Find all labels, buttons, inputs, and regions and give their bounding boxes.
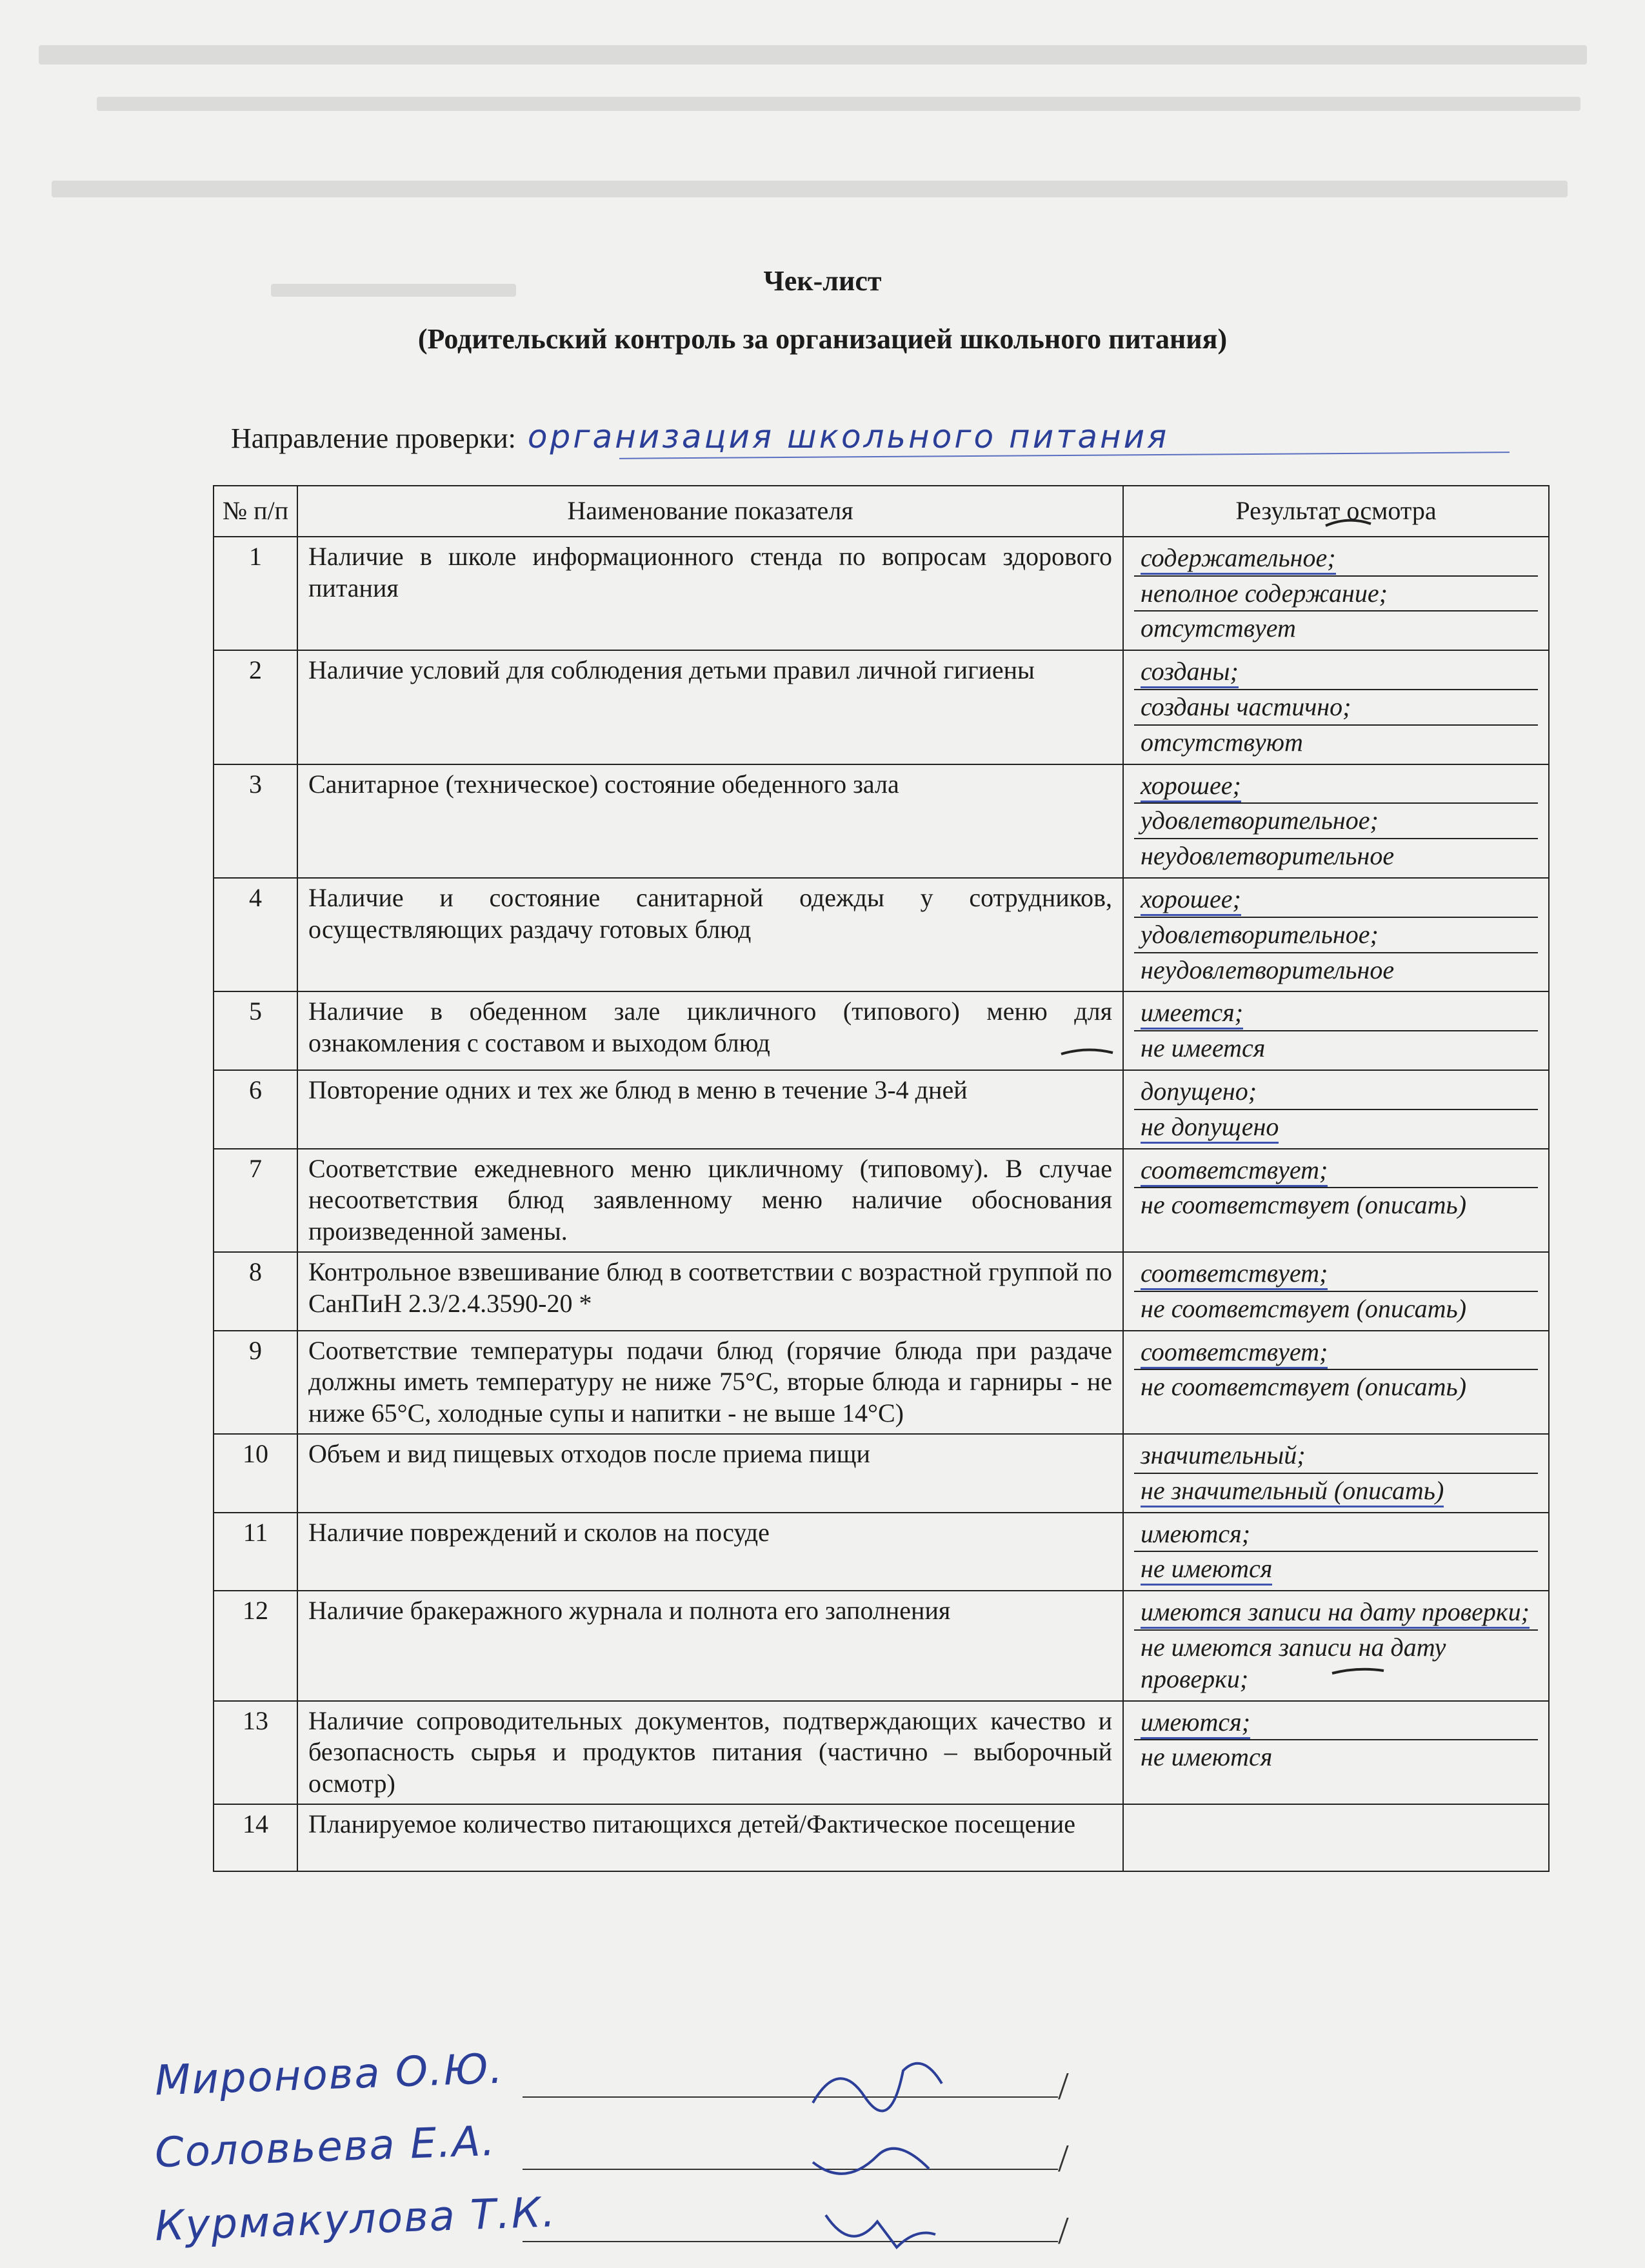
result-option [1134, 577, 1538, 612]
table-row [214, 1804, 1549, 1871]
row-number: 3 [214, 764, 297, 878]
page-title: Чек-лист [763, 265, 882, 297]
signature-scribble [800, 2045, 955, 2122]
indicator-name: Наличие сопроводительных документов, подтверждающих качество и безопасность сырья и продуктов питания (частично – выборочный осмотр) [297, 1701, 1123, 1804]
result-option-text: не имеются записи на дату проверки; [1141, 1632, 1446, 1693]
result-option [1134, 1292, 1538, 1326]
table-row [214, 1701, 1549, 1804]
result-option-text: имеются; [1141, 1707, 1250, 1739]
result-option-text: значительный; [1141, 1440, 1306, 1469]
header-result: Результат осмотра [1123, 486, 1549, 537]
result-option-selected [1134, 541, 1538, 577]
signature-line [523, 2096, 1058, 2098]
indicator-name: Соответствие температуры подачи блюд (горячие блюда при раздаче должны иметь температуру не ниже 75°С, вторые блюда и гарниры - не ниже 65°С, холодные супы и напитки - не выше 14°С) [297, 1331, 1123, 1434]
row-number: 6 [214, 1070, 297, 1149]
table-row [214, 1591, 1549, 1700]
result-option [1134, 726, 1538, 760]
result-option-text: допущено; [1141, 1076, 1257, 1106]
signature-slash: / [1058, 2065, 1069, 2107]
result-option-selected [1134, 1706, 1538, 1741]
result-option-text: неполное содержание; [1141, 578, 1388, 608]
table-row [214, 1513, 1549, 1591]
result-option-text: неудовлетворительное [1141, 955, 1395, 984]
result-option-selected [1134, 1552, 1538, 1586]
row-number: 10 [214, 1434, 297, 1513]
signature-line [523, 2169, 1058, 2170]
row-number: 7 [214, 1149, 297, 1252]
handwritten-mark [1329, 1658, 1387, 1684]
result-option-text: удовлетворительное; [1141, 806, 1379, 835]
result-option-selected [1134, 1474, 1538, 1508]
signer-name: Курмакулова Т.К. [154, 2189, 557, 2251]
row-number: 1 [214, 537, 297, 650]
result-cell [1123, 1513, 1549, 1591]
row-number: 13 [214, 1701, 297, 1804]
table-row [214, 650, 1549, 764]
result-cell [1123, 650, 1549, 764]
signature-row [154, 2189, 1069, 2268]
result-option-text: не значительный (описать) [1141, 1476, 1444, 1507]
indicator-name: Наличие и состояние санитарной одежды у сотрудников, осуществляющих раздачу готовых блюд [297, 878, 1123, 991]
result-cell [1123, 1701, 1549, 1804]
result-option [1134, 1075, 1538, 1110]
signature-row [154, 2045, 1069, 2124]
result-option [1134, 1740, 1538, 1775]
indicator-name: Контрольное взвешивание блюд в соответствии с возрастной группой по СанПиН 2.3/2.4.3590-20 * [297, 1252, 1123, 1331]
result-option-selected [1134, 1257, 1538, 1292]
result-option-text: удовлетворительное; [1141, 919, 1379, 949]
signer-name: Миронова О.Ю. [154, 2045, 505, 2105]
result-cell [1123, 878, 1549, 991]
result-option-text: соответствует; [1141, 1337, 1328, 1369]
result-option [1134, 918, 1538, 953]
table-row [214, 1331, 1549, 1434]
table-row [214, 537, 1549, 650]
row-number: 9 [214, 1331, 297, 1434]
signer-name: Соловьева Е.А. [154, 2117, 497, 2178]
result-option [1134, 690, 1538, 726]
table-row [214, 878, 1549, 991]
result-option-text: отсутствуют [1141, 727, 1303, 757]
result-option-text: не имеются [1141, 1742, 1273, 1772]
result-option-text: не допущено [1141, 1112, 1279, 1144]
table-row [214, 991, 1549, 1070]
header-name: Наименование показателя [297, 486, 1123, 537]
signature-row [154, 2117, 1069, 2196]
row-number: 4 [214, 878, 297, 991]
indicator-name: Наличие бракеражного журнала и полнота его заполнения [297, 1591, 1123, 1700]
result-option [1134, 804, 1538, 839]
result-cell [1123, 1331, 1549, 1434]
indicator-name: Повторение одних и тех же блюд в меню в течение 3-4 дней [297, 1070, 1123, 1149]
page-subtitle: (Родительский контроль за организацией школьного питания) [417, 323, 1228, 355]
indicator-name: Санитарное (техническое) состояние обеденного зала [297, 764, 1123, 878]
result-option [1134, 1370, 1538, 1404]
row-number: 14 [214, 1804, 297, 1871]
result-option-selected [1134, 1595, 1538, 1631]
table-row [214, 1149, 1549, 1252]
result-option [1134, 953, 1538, 988]
signature-line [523, 2241, 1058, 2242]
signature-scribble [800, 2189, 955, 2267]
signature-slash: / [1058, 2137, 1069, 2180]
indicator-name: Наличие условий для соблюдения детьми правил личной гигиены [297, 650, 1123, 764]
result-cell [1123, 991, 1549, 1070]
result-option-selected [1134, 996, 1538, 1031]
result-cell [1123, 1252, 1549, 1331]
result-option-text: имеются записи на дату проверки; [1141, 1597, 1530, 1629]
direction-line [231, 418, 1169, 455]
result-option-text: имеются; [1141, 1518, 1251, 1548]
result-cell [1123, 1070, 1549, 1149]
indicator-name: Планируемое количество питающихся детей/Фактическое посещение [297, 1804, 1123, 1871]
header-num: № п/п [214, 486, 297, 537]
result-option [1134, 1031, 1538, 1066]
indicator-name: Наличие повреждений и сколов на посуде [297, 1513, 1123, 1591]
result-option-text: хорошее; [1141, 771, 1241, 802]
indicator-name: Объем и вид пищевых отходов после приема пищи [297, 1434, 1123, 1513]
result-option-text: содержательное; [1141, 543, 1336, 575]
scan-noise [0, 0, 1645, 194]
row-number: 11 [214, 1513, 297, 1591]
result-option-selected [1134, 1153, 1538, 1189]
result-option-text: соответствует; [1141, 1258, 1328, 1290]
indicator-name: Соответствие ежедневного меню цикличному (типовому). В случае несоответствия блюд заявленному меню наличие обоснования произведенной замены. [297, 1149, 1123, 1252]
signature-slash: / [1058, 2209, 1069, 2252]
table-row [214, 1434, 1549, 1513]
result-option-text: не соответствует (описать) [1141, 1190, 1467, 1220]
table-row [214, 764, 1549, 878]
handwritten-mark [1058, 1039, 1116, 1064]
result-option-text: не имеются [1141, 1554, 1272, 1586]
result-option-text: неудовлетворительное [1141, 841, 1395, 871]
result-option-text: имеется; [1141, 998, 1243, 1030]
signature-scribble [800, 2117, 955, 2194]
indicator-name: Наличие в обеденном зале цикличного (типового) меню для ознакомления с составом и выходом блюд [297, 991, 1123, 1070]
result-option-selected [1134, 1335, 1538, 1371]
result-option-text: созданы частично; [1141, 691, 1351, 721]
row-number: 2 [214, 650, 297, 764]
result-option [1134, 1438, 1538, 1474]
result-option-selected [1134, 882, 1538, 918]
result-option-selected [1134, 769, 1538, 804]
result-option-text: не соответствует (описать) [1141, 1372, 1467, 1402]
result-option-selected [1134, 1110, 1538, 1144]
result-option [1134, 839, 1538, 873]
direction-value: организация школьного питания [527, 418, 1170, 455]
result-option-selected [1134, 655, 1538, 690]
handwritten-mark [1322, 510, 1374, 535]
table-row [214, 1070, 1549, 1149]
result-option-text: не соответствует (описать) [1141, 1293, 1467, 1323]
result-cell [1123, 537, 1549, 650]
result-cell [1123, 1591, 1549, 1700]
row-number: 5 [214, 991, 297, 1070]
result-option [1134, 1517, 1538, 1553]
result-option-text: хорошее; [1141, 884, 1241, 916]
indicator-name: Наличие в школе информационного стенда по вопросам здорового питания [297, 537, 1123, 650]
result-cell [1123, 1434, 1549, 1513]
result-option-text: соответствует; [1141, 1155, 1328, 1187]
result-option-text: созданы; [1141, 657, 1239, 688]
result-cell [1123, 1804, 1549, 1871]
result-cell [1123, 1149, 1549, 1252]
table-row [214, 1252, 1549, 1331]
result-option [1134, 1188, 1538, 1222]
direction-label: Направление проверки: [231, 423, 516, 454]
signatures-block [154, 2045, 1069, 2268]
row-number: 12 [214, 1591, 297, 1700]
result-cell [1123, 764, 1549, 878]
row-number: 8 [214, 1252, 297, 1331]
result-option [1134, 612, 1538, 646]
result-option-text: отсутствует [1141, 613, 1296, 643]
result-option-text: не имеется [1141, 1033, 1266, 1063]
